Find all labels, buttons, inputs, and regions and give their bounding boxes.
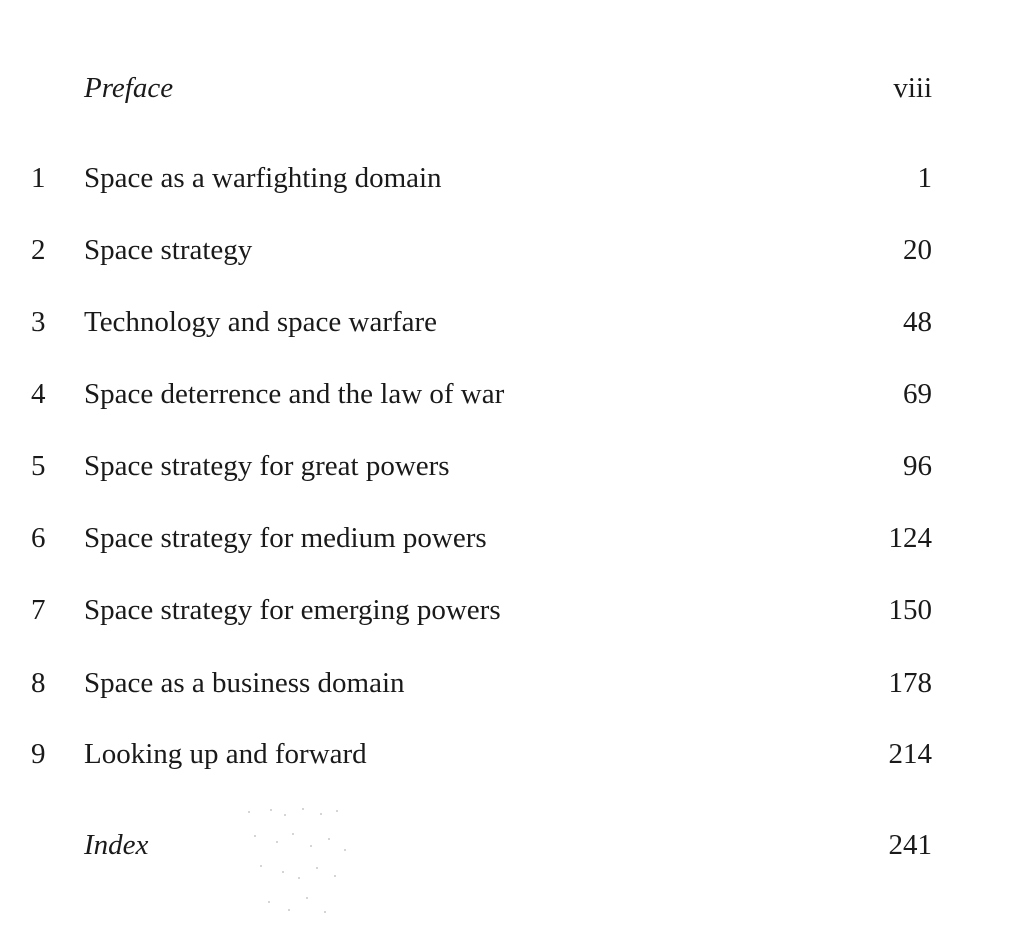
toc-entry-page: 150 <box>888 594 932 626</box>
toc-entry-page: 178 <box>888 667 932 699</box>
toc-chapter-number: 4 <box>31 378 46 410</box>
toc-entry-page: 124 <box>888 522 932 554</box>
toc-entry-title: Space strategy for great powers <box>84 450 450 482</box>
toc-entry-title: Index <box>84 829 149 861</box>
toc-entry-chapter-8 <box>0 663 1014 703</box>
toc-entry-chapter-4 <box>0 374 1014 414</box>
toc-entry-page: 69 <box>903 378 932 410</box>
toc-entry-page: 20 <box>903 234 932 266</box>
toc-entry-chapter-9 <box>0 734 1014 774</box>
toc-entry-page: 214 <box>888 738 932 770</box>
toc-entry-title: Looking up and forward <box>84 738 367 770</box>
scan-speckle-artifact <box>240 805 360 920</box>
toc-entry-title: Technology and space warfare <box>84 306 438 338</box>
toc-chapter-number: 2 <box>31 234 46 266</box>
toc-chapter-number: 8 <box>31 667 46 699</box>
toc-entry-title: Space as a warfighting domain <box>84 162 442 194</box>
toc-entry-title: Preface <box>84 72 174 104</box>
toc-entry-page: viii <box>893 72 932 104</box>
toc-entry-title: Space strategy for emerging powers <box>84 594 501 626</box>
toc-entry-page: 241 <box>888 829 932 861</box>
toc-entry-title: Space deterrence and the law of war <box>84 378 505 410</box>
toc-chapter-number: 5 <box>31 450 46 482</box>
toc-chapter-number: 9 <box>31 738 46 770</box>
toc-entry-page: 48 <box>903 306 932 338</box>
toc-chapter-number: 1 <box>31 162 46 194</box>
toc-entry-page: 1 <box>917 162 932 194</box>
toc-entry-page: 96 <box>903 450 932 482</box>
toc-entry-chapter-7 <box>0 590 1014 630</box>
toc-entry-title: Space strategy for medium powers <box>84 522 487 554</box>
toc-entry-index <box>0 825 1014 865</box>
toc-chapter-number: 6 <box>31 522 46 554</box>
toc-entry-chapter-3 <box>0 302 1014 342</box>
toc-entry-title: Space strategy <box>84 234 253 266</box>
toc-entry-chapter-2 <box>0 230 1014 270</box>
toc-entry-chapter-5 <box>0 446 1014 486</box>
toc-chapter-number: 3 <box>31 306 46 338</box>
toc-entry-preface <box>0 68 1014 108</box>
toc-entry-chapter-6 <box>0 518 1014 558</box>
toc-entry-title: Space as a business domain <box>84 667 405 699</box>
toc-chapter-number: 7 <box>31 594 46 626</box>
toc-entry-chapter-1 <box>0 158 1014 198</box>
